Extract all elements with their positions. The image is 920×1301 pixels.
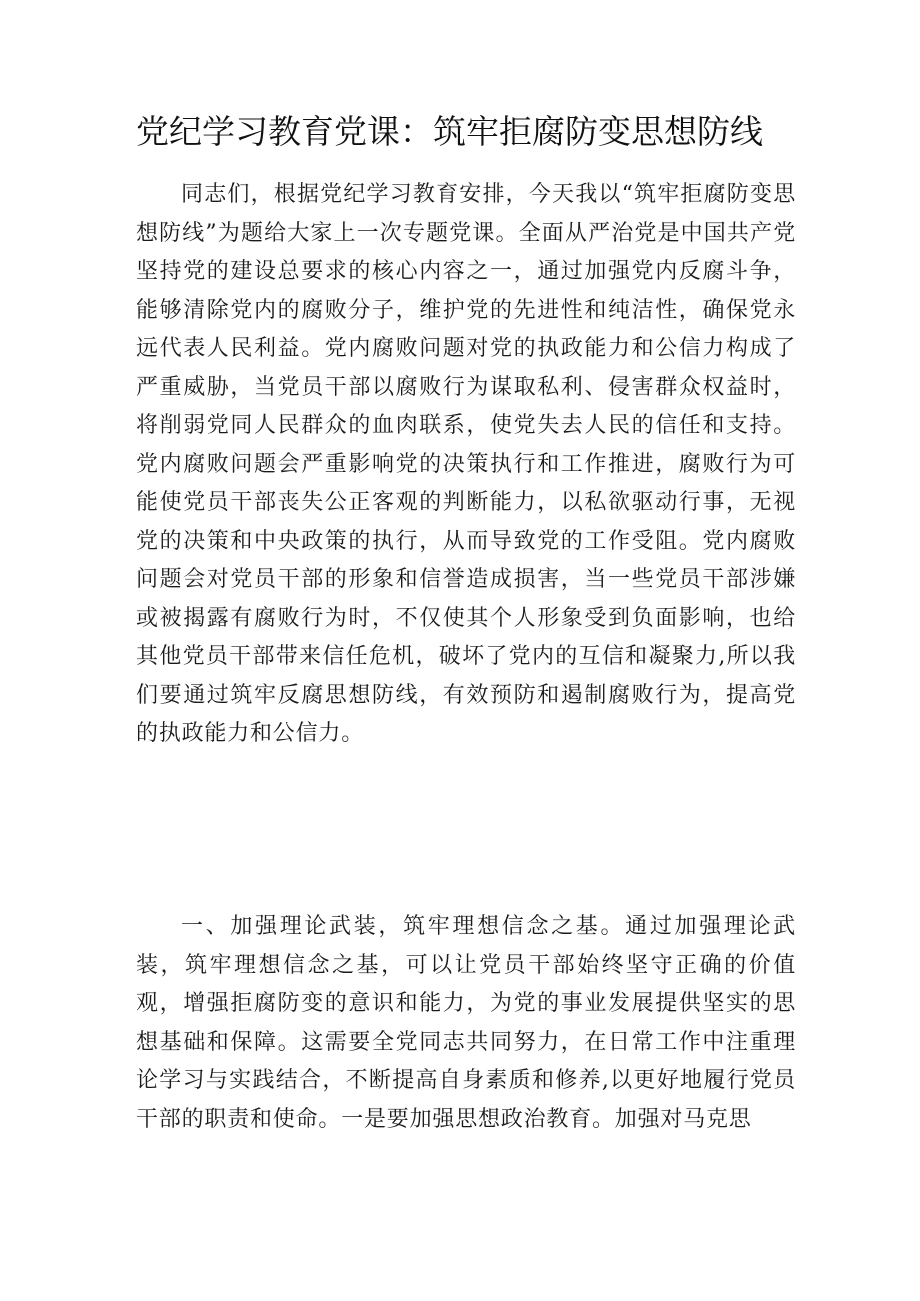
paragraph-section-1: 一、加强理论武装，筑牢理想信念之基。通过加强理论武装，筑牢理想信念之基，可以让党员干部始终坚守正确的价值观，增强拒腐防变的意识和能力，为党的事业发展提供坚实的思想基础和保障。这需要全党同志共同努力，在日常工作中注重理论学习与实践结合，不断提高自身素质和修养,以更好地履行党员干部的职责和使命。一是要加强思想政治教育。加强对马克思 xyxy=(136,914,796,1132)
document-title: 党纪学习教育党课：筑牢拒腐防变思想防线 xyxy=(136,112,763,151)
paragraph-intro: 同志们，根据党纪学习教育安排，今天我以“筑牢拒腐防变思想防线”为题给大家上一次专题党课。全面从严治党是中国共产党坚持党的建设总要求的核心内容之一，通过加强党内反腐斗争，能够清除党内的腐败分子，维护党的先进性和纯洁性，确保党永远代表人民利益。党内腐败问题对党的执政能力和公信力构成了严重威胁，当党员干部以腐败行为谋取私利、侵害群众权益时，将削弱党同人民群众的血肉联系，使党失去人民的信任和支持。党内腐败问题会严重影响党的决策执行和工作推进，腐败行为可能使党员干部丧失公正客观的判断能力，以私欲驱动行事，无视党的决策和中央政策的执行，从而导致党的工作受阻。党内腐败问题会对党员干部的形象和信誉造成损害，当一些党员干部涉嫌或被揭露有腐败行为时，不仅使其个人形象受到负面影响，也给其他党员干部带来信任危机，破坏了党内的互信和凝聚力,所以我们要通过筑牢反腐思想防线，有效预防和遏制腐败行为，提高党的执政能力和公信力。 xyxy=(136,182,796,746)
